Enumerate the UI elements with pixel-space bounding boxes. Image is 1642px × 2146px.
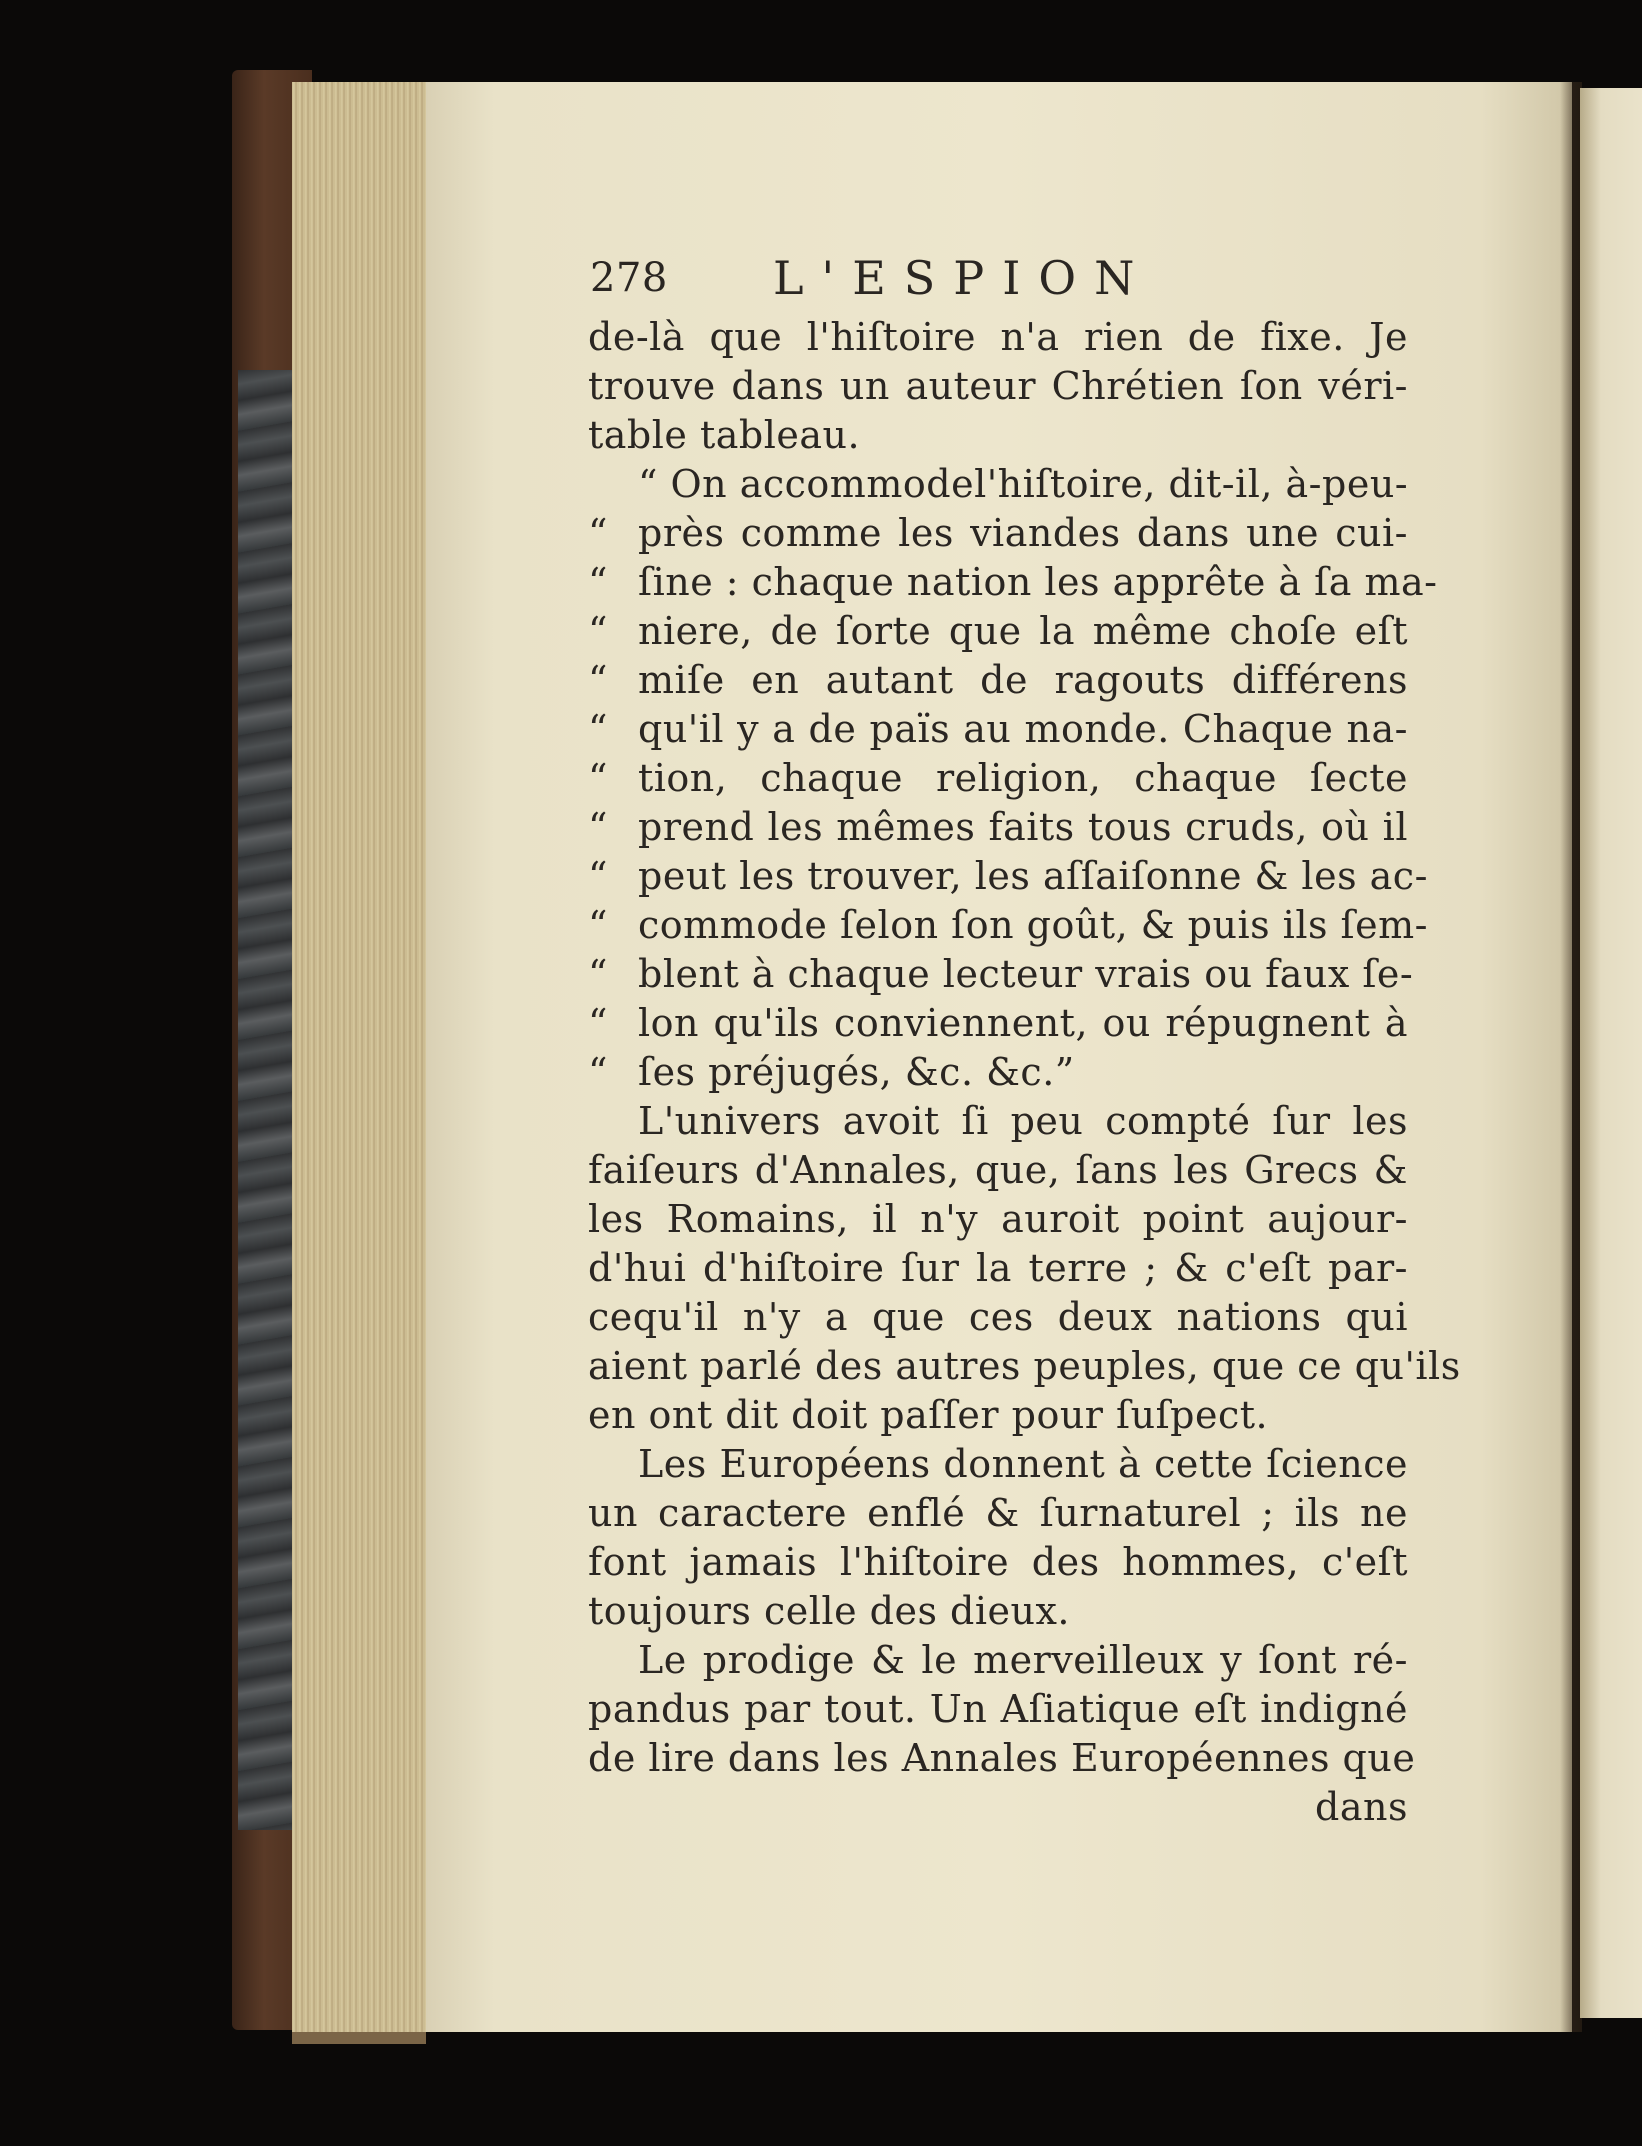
quote-mark: “ [588, 707, 608, 751]
text-line: Les Européens donnent à cette ſcience [638, 1442, 1408, 1486]
paragraph-4 [588, 1636, 1416, 1783]
quote-text: prend les mêmes faits tous cruds, où il [638, 805, 1408, 849]
text-line: d'hui d'hiſtoire ſur la terre ; & c'eſt par- [588, 1246, 1408, 1290]
quote-line [588, 656, 1408, 705]
quote-text: ſes préjugés, &c. &c.” [638, 1050, 1075, 1094]
quote-line [588, 950, 1414, 999]
text-line: de-là que l'hiſtoire n'a rien de fixe. Je [588, 315, 1408, 359]
quote-line [588, 852, 1428, 901]
quote-mark: “ [588, 854, 608, 898]
quote-mark: “ [588, 756, 608, 800]
quote-text: qu'il y a de païs au monde. Chaque na- [638, 707, 1408, 751]
text-line: un caractere enflé & ſurnaturel ; ils ne [588, 1491, 1408, 1535]
quote-line [588, 754, 1408, 803]
quote-text: blent à chaque lecteur vrais ou faux ſe- [638, 952, 1414, 996]
paragraph-3 [588, 1440, 1408, 1636]
quote-text: commode ſelon ſon goût, & puis ils ſem- [638, 903, 1428, 947]
quote-line [588, 558, 1438, 607]
quote-text: près comme les viandes dans une cui- [638, 511, 1408, 555]
quote-text: lon qu'ils conviennent, ou répugnent à [638, 1001, 1408, 1045]
quote-mark: “ [588, 903, 608, 947]
text-line: table tableau. [588, 413, 861, 457]
text-line: L'univers avoit ſi peu compté ſur les [638, 1099, 1408, 1143]
text-line: font jamais l'hiſtoire des hommes, c'eſt [588, 1540, 1408, 1584]
text-line: aient parlé des autres peuples, que ce qu'ils [588, 1344, 1461, 1388]
text-line: Le prodige & le merveilleux y ſont ré- [638, 1638, 1408, 1682]
quote-line [588, 999, 1408, 1048]
quote-line [588, 1048, 1408, 1097]
page-text [588, 251, 1461, 1832]
running-title: L'ESPION [773, 251, 1153, 305]
text-line: faiſeurs d'Annales, que, ſans les Grecs & [588, 1148, 1408, 1192]
quote-mark: “ [588, 658, 608, 702]
quote-mark: “ [588, 560, 608, 604]
page-header [588, 251, 1408, 313]
text-line: pandus par tout. Un Aſiatique eſt indigné [588, 1687, 1408, 1731]
text-line: les Romains, il n'y auroit point aujour- [588, 1197, 1408, 1241]
paragraph-1 [588, 313, 1408, 460]
quote-mark: “ [588, 1050, 608, 1094]
quote-text: peut les trouver, les aſſaiſonne & les ac- [638, 854, 1428, 898]
quote-mark: “ [588, 511, 608, 555]
quote-line [588, 607, 1408, 656]
gutter-shadow [1560, 82, 1582, 2032]
page-number: 278 [590, 255, 668, 301]
text-line: toujours celle des dieux. [588, 1589, 1070, 1633]
quote-mark: “ [588, 609, 608, 653]
quote-mark: “ [588, 805, 608, 849]
text-line: en ont dit doit paſſer pour ſuſpect. [588, 1393, 1269, 1437]
text-line: trouve dans un auteur Chrétien ſon véri- [588, 364, 1408, 408]
quote-text: miſe en autant de ragouts différens [638, 658, 1408, 702]
marbled-board [238, 370, 294, 1830]
text-line: cequ'il n'y a que ces deux nations qui [588, 1295, 1408, 1339]
quote-text: ſine : chaque nation les apprête à ſa ma- [638, 560, 1438, 604]
catchword: dans [1315, 1785, 1408, 1829]
quote-text: tion, chaque religion, chaque ſecte [638, 756, 1408, 800]
paragraph-2 [588, 1097, 1461, 1440]
quote-first-line: “ On accommodel'hiſtoire, dit-il, à-peu- [638, 462, 1409, 506]
quote-mark: “ [588, 1001, 608, 1045]
quote-text: niere, de ſorte que la même choſe eſt [638, 609, 1408, 653]
quote-line [588, 705, 1408, 754]
quote-line [588, 509, 1408, 558]
facing-page [1580, 88, 1642, 2018]
quote-mark: “ [588, 952, 608, 996]
page-edges [292, 82, 426, 2044]
quotation [588, 460, 1438, 1097]
quote-line [588, 901, 1428, 950]
text-line: de lire dans les Annales Européennes que [588, 1736, 1416, 1780]
quote-line [588, 803, 1408, 852]
